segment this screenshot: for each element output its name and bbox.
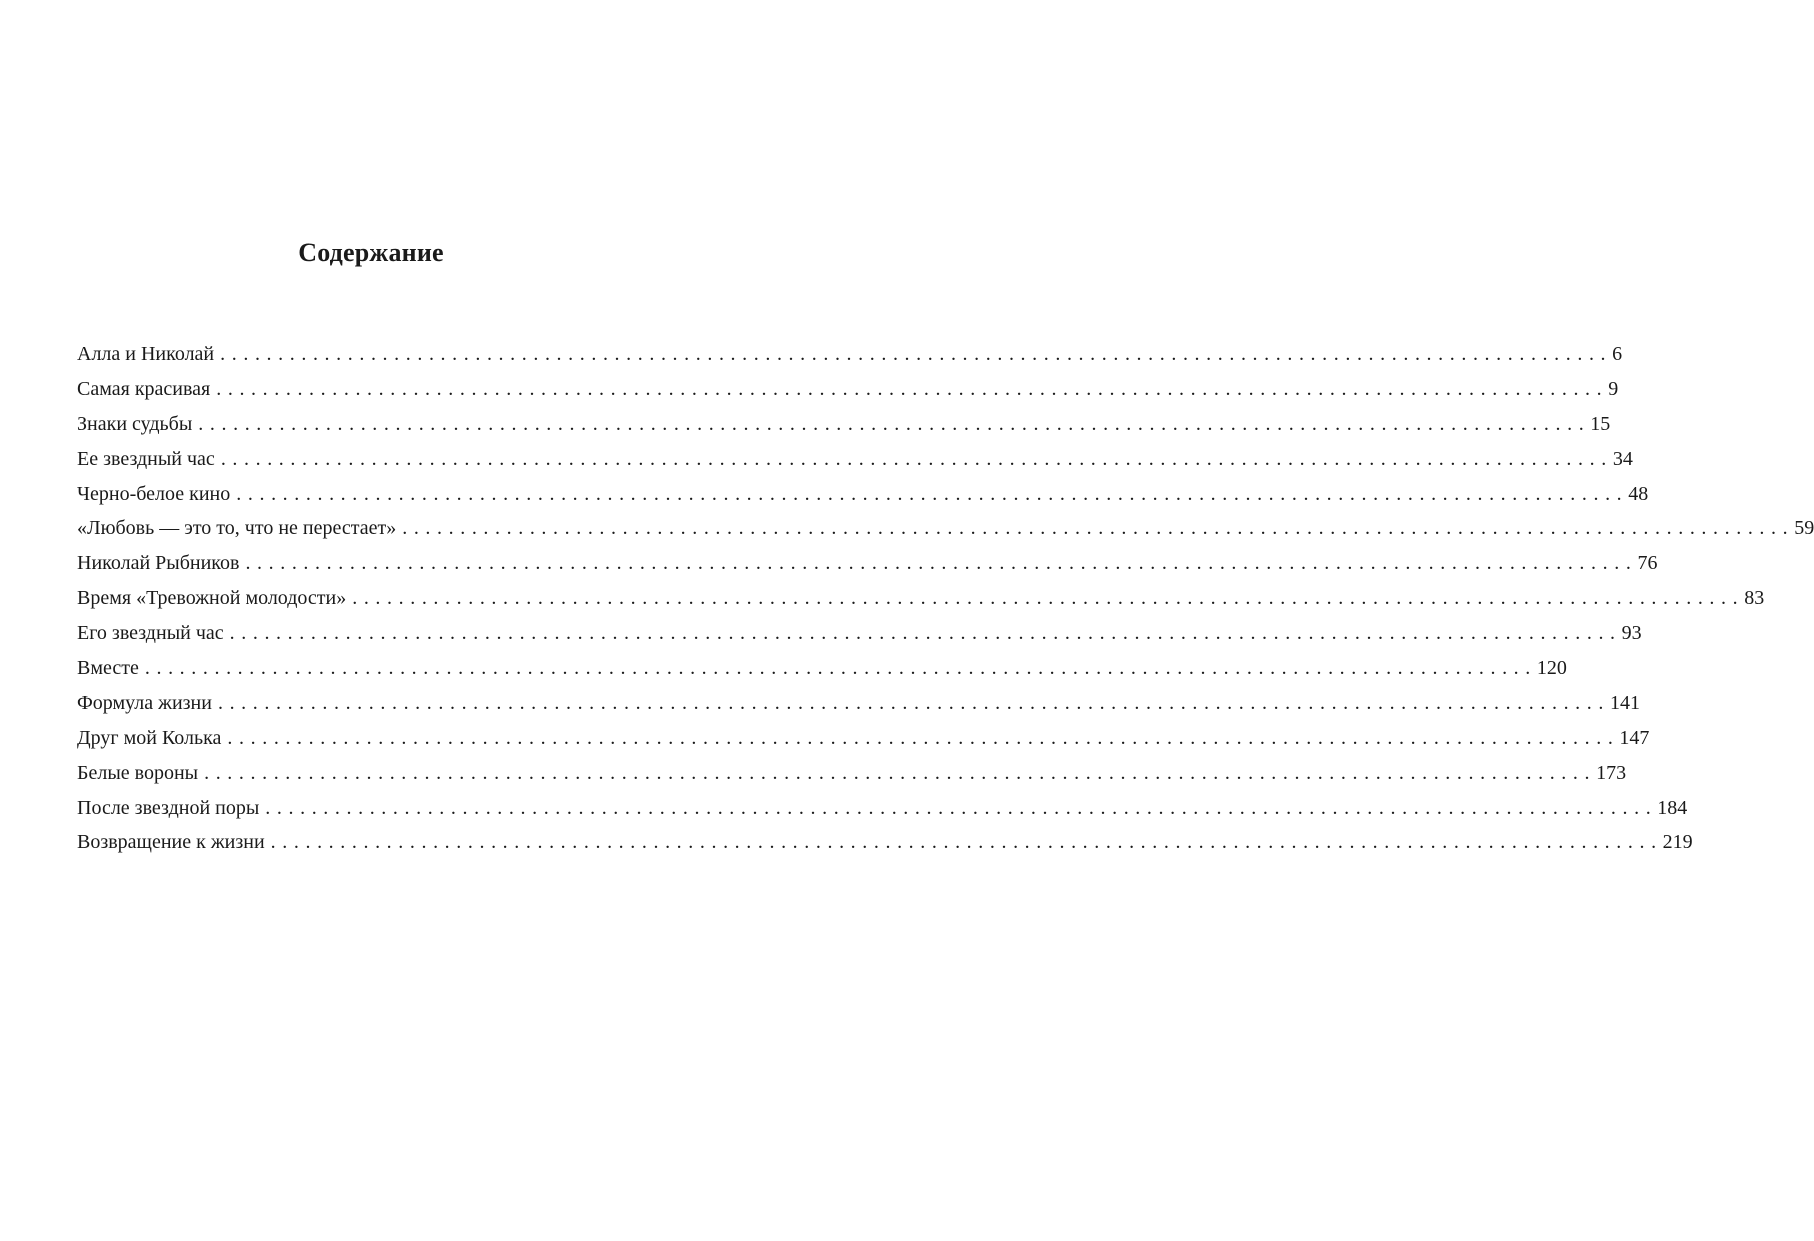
toc-entry: [77, 513, 1814, 548]
toc-dot-leader: ........................................................................................................................: [204, 761, 1597, 784]
toc-entry: [77, 339, 1623, 374]
toc-entry: [77, 618, 1642, 653]
toc-entry-page: 141: [1609, 691, 1640, 714]
toc-entry-page: 9: [1608, 377, 1619, 400]
toc-entry-label: Друг мой Колька: [77, 723, 227, 753]
toc-dot-leader: ........................................................................................................................: [198, 412, 1591, 435]
toc-entry: [77, 409, 1611, 444]
toc-entry-label: После звездной поры: [77, 793, 265, 823]
toc-entry-label: Белые вороны: [77, 758, 204, 788]
toc-dot-leader: ........................................................................................................................: [265, 796, 1658, 819]
toc-dot-leader: ........................................................................................................................: [245, 552, 1638, 575]
toc-entry: [77, 479, 1649, 514]
toc-entry-label: Его звездный час: [77, 618, 230, 648]
toc-entry-page: 15: [1590, 412, 1611, 435]
toc-entry-page: 173: [1596, 761, 1627, 784]
toc-dot-leader: ........................................................................................................................: [402, 517, 1795, 540]
toc-entry: [77, 374, 1619, 409]
toc-entry-page: 76: [1637, 552, 1658, 575]
toc-entry-label: Формула жизни: [77, 688, 218, 718]
toc-entry-label: Алла и Николай: [77, 339, 220, 369]
toc-dot-leader: ........................................................................................................................: [144, 657, 1537, 680]
toc-dot-leader: ........................................................................................................................: [352, 587, 1745, 610]
toc-entry-label: Время «Тревожной молодости»: [77, 583, 352, 613]
toc-entry-page: 219: [1662, 831, 1693, 854]
toc-dot-leader: ........................................................................................................................: [227, 726, 1620, 749]
toc-entry-page: 83: [1744, 587, 1765, 610]
toc-dot-leader: ........................................................................................................................: [270, 831, 1663, 854]
toc-entry: [77, 723, 1650, 758]
toc-entry: [77, 688, 1640, 723]
page-title: Содержание: [298, 238, 444, 267]
toc-entry: [77, 583, 1765, 618]
toc-entry-label: Ее звездный час: [77, 444, 221, 474]
toc-entry: [77, 444, 1633, 479]
toc-entry-page: 147: [1619, 726, 1650, 749]
toc-entry-page: 34: [1612, 447, 1633, 470]
toc-entry-page: 93: [1621, 622, 1642, 645]
toc-entry: [77, 548, 1658, 583]
toc-dot-leader: ........................................................................................................................: [236, 482, 1629, 505]
toc-dot-leader: ........................................................................................................................: [220, 343, 1613, 365]
toc-entry-page: 59: [1794, 517, 1814, 540]
toc-entry: [77, 793, 1688, 828]
toc-entry: [77, 827, 1693, 862]
toc-entry-page: 184: [1657, 796, 1688, 819]
toc-entry-label: Вместе: [77, 653, 145, 683]
toc-entry-label: Знаки судьбы: [77, 409, 198, 439]
toc-entry: [77, 653, 1567, 688]
toc-entry-page: 48: [1628, 482, 1649, 505]
toc-dot-leader: ........................................................................................................................: [229, 622, 1622, 645]
toc-entry-label: Возвращение к жизни: [77, 827, 271, 857]
table-of-contents: [77, 339, 1814, 862]
toc-entry-page: 120: [1536, 657, 1567, 680]
toc-dot-leader: ........................................................................................................................: [217, 691, 1610, 714]
toc-entry-label: Николай Рыбников: [77, 548, 245, 578]
toc-entry-label: «Любовь — это то, что не перестает»: [77, 513, 402, 543]
toc-entry: [77, 758, 1627, 793]
toc-entry-label: Самая красивая: [77, 374, 216, 404]
toc-dot-leader: ........................................................................................................................: [216, 377, 1609, 400]
toc-entry-page: 6: [1612, 343, 1623, 365]
toc-entry-label: Черно-белое кино: [77, 479, 236, 509]
toc-dot-leader: ........................................................................................................................: [220, 447, 1613, 470]
